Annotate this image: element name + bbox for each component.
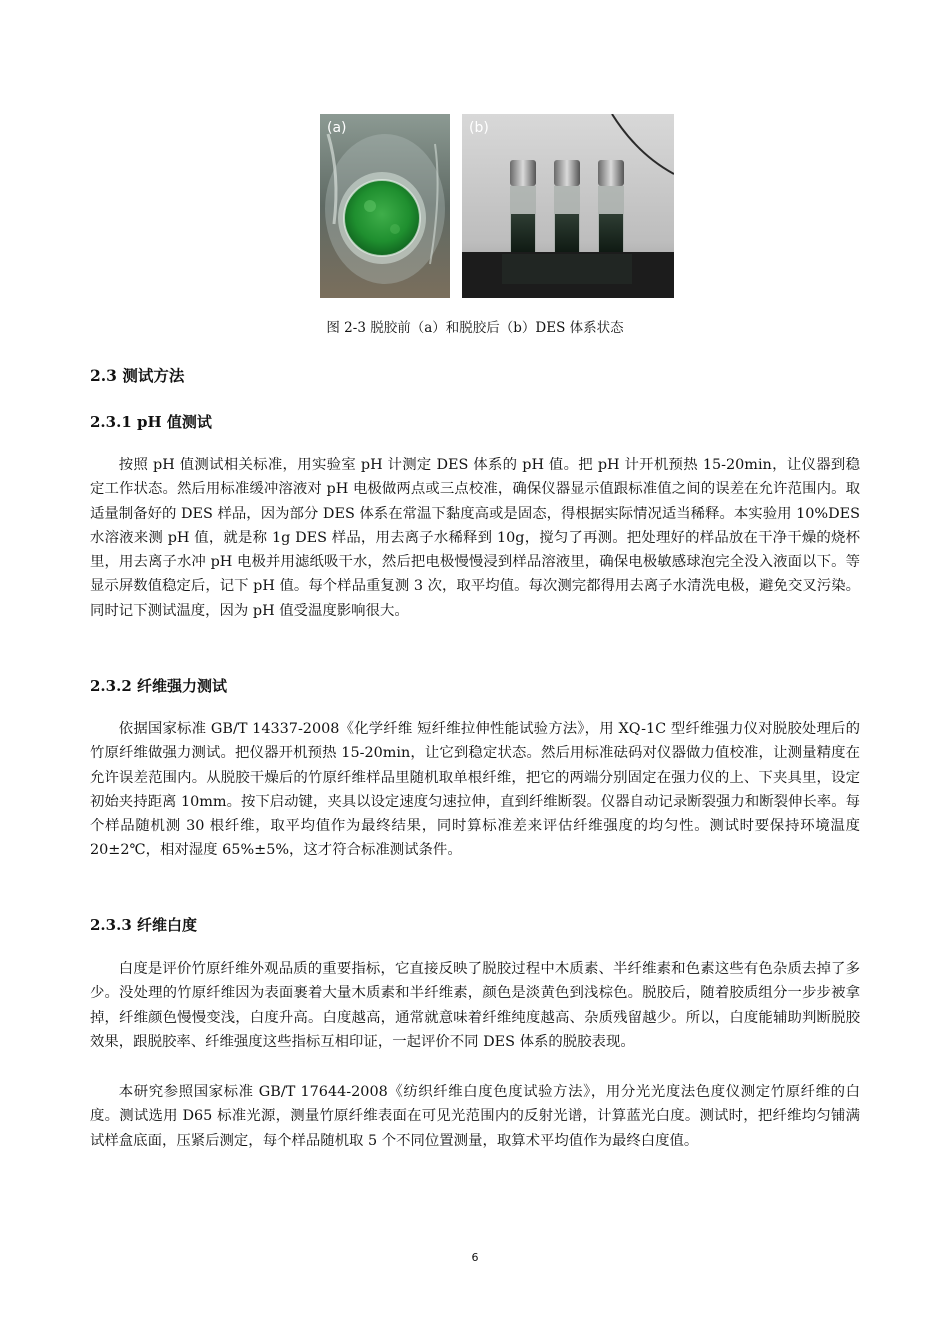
- paragraph-ph-test: 按照 pH 值测试相关标准，用实验室 pH 计测定 DES 体系的 pH 值。把 pH 计开机预热 15-20min，让仪器到稳定工作状态。然后用标准缓冲溶液对 pH 电极做两点或三点校准，确保仪器显示值跟标准值之间的误差在允许范围内。取适量制备好的 DES 样品，因为部分 DES 体系在常温下黏度高或是固态，得根据实际情况适当稀释。本实验用 10%DES 水溶液来测 pH 值，就是称 1g DES 样品，用去离子水稀释到 10g，搅匀了再测。把处理好的样品放在干净干燥的烧杯里，用去离子水冲 pH 电极并用滤纸吸干水，然后把电极慢慢浸到样品溶液里，确保电极敏感球泡完全没入液面以下。等显示屏数值稳定后，记下 pH 值。每个样品重复测 3 次，取平均值。每次测完都得用去离子水清洗电极，避免交叉污染。同时记下测试温度，因为 pH 值受温度影响很大。: [90, 457, 860, 619]
- panel-a-label: (a): [327, 120, 347, 136]
- paragraph-whiteness-1: 白度是评价竹原纤维外观品质的重要指标，它直接反映了脱胶过程中木质素、半纤维素和色素这些有色杂质去掉了多少。没处理的竹原纤维因为表面裹着大量木质素和半纤维素，颜色是淡黄色到浅棕色。脱胶后，随着胶质组分一步步被拿掉，纤维颜色慢慢变浅，白度升高。白度越高，通常就意味着纤维纯度越高、杂质残留越少。所以，白度能辅助判断脱胶效果，跟脱胶率、纤维强度这些指标互相印证，一起评价不同 DES 体系的脱胶表现。: [90, 961, 860, 1050]
- figure-caption: 图 2-3 脱胶前（a）和脱胶后（b）DES 体系状态: [326, 320, 624, 336]
- section-heading-2-3-3: 2.3.3 纤维白度: [90, 916, 197, 934]
- photo-panel-b: [462, 114, 674, 298]
- section-heading-2-3-2: 2.3.2 纤维强力测试: [90, 677, 227, 695]
- vials-photo: [462, 114, 674, 298]
- figure-2-3: [320, 114, 676, 298]
- vial-3: [598, 160, 624, 252]
- panel-b-label: (b): [469, 120, 489, 136]
- vial-2: [554, 160, 580, 252]
- section-heading-2-3-1: 2.3.1 pH 值测试: [90, 413, 212, 431]
- section-heading-2-3: 2.3 测试方法: [90, 366, 185, 385]
- page-number: 6: [471, 1251, 479, 1264]
- paragraph-whiteness-2: 本研究参照国家标准 GB/T 17644-2008《纺织纤维白度色度试验方法》，用分光光度法色度仪测定竹原纤维的白度。测试选用 D65 标准光源，测量竹原纤维表面在可见光范围内的反射光谱，计算蓝光白度。测试时，把纤维均匀铺满试样盒底面，压紧后测定，每个样品随机取 5 个不同位置测量，取算术平均值作为最终白度值。: [90, 1084, 860, 1149]
- photo-panel-a: [320, 114, 450, 298]
- beaker-photo: [320, 114, 450, 298]
- vial-1: [510, 160, 536, 252]
- paragraph-fiber-strength: 依据国家标准 GB/T 14337-2008《化学纤维 短纤维拉伸性能试验方法》，用 XQ-1C 型纤维强力仪对脱胶处理后的竹原纤维做强力测试。把仪器开机预热 15-20min，让它到稳定状态。然后用标准砝码对仪器做力值校准，让测量精度在允许误差范围内。从脱胶干燥后的竹原纤维样品里随机取单根纤维，把它的两端分别固定在强力仪的上、下夹具里，设定初始夹持距离 10mm。按下启动键，夹具以设定速度匀速拉伸，直到纤维断裂。仪器自动记录断裂强力和断裂伸长率。每个样品随机测 30 根纤维，取平均值作为最终结果，同时算标准差来评估纤维强度的均匀性。测试时要保持环境温度 20±2℃，相对湿度 65%±5%，这才符合标准测试条件。: [90, 721, 860, 859]
